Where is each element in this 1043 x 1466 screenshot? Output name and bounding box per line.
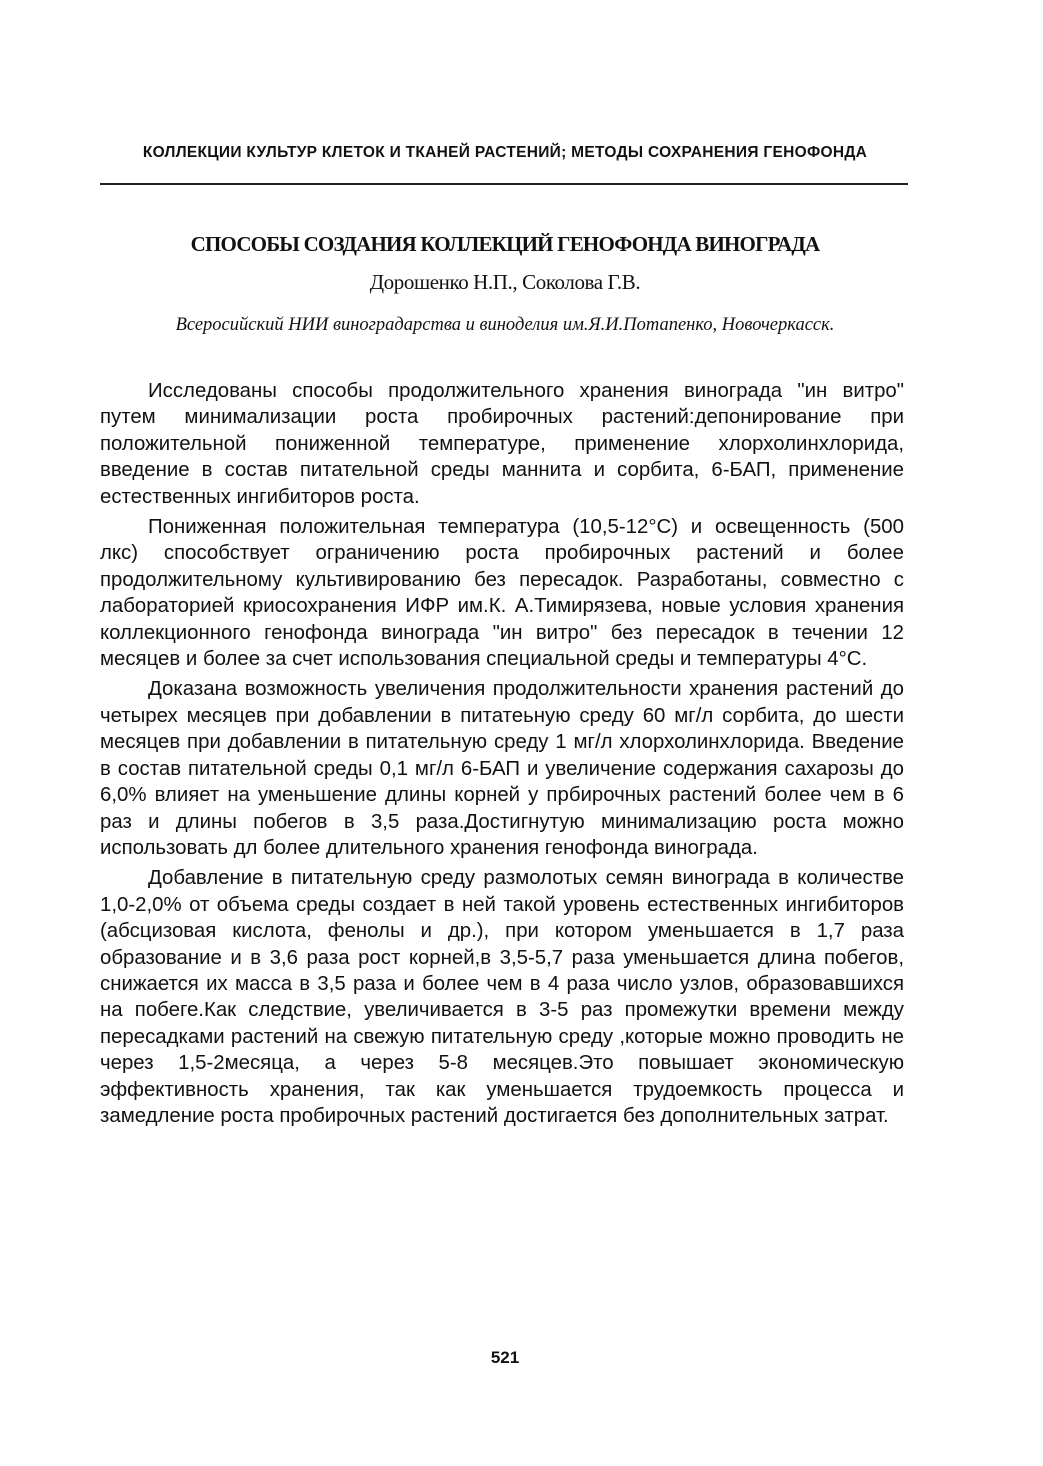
body-paragraph: Доказана возможность увеличения продолжительности хранения растений до четырех месяцев при добавлении в питатеьную среду 60 мг/л сорбита, до шести месяцев при добавлении в питательную среду 1 мг/л хлорхолинхлорида. Введение в состав питательной среды 0,1 мг/л 6-БАП и увеличение содержания сахарозы до 6,0% влияет на уменьшение длины корней у прбирочных растений более чем в 6 раз и длины побегов в 3,5 раза.Достигнутую минимализацию роста можно использовать дл более длительного хранения генофонда винограда. <box>100 678 904 859</box>
body-paragraph: Добавление в питательную среду размолотых семян винограда в количестве 1,0-2,0% от объема среды создает в ней такой уровень естественных ингибиторов (абсцизовая кислота, фенолы и др.), при котором уменьшается в 1,7 раза образование и в 3,6 раза рост корней,в 3,5-5,7 раза уменьшается длина побегов, снижается их масса в 3,5 раза и более чем в 4 раза число узлов, образовавшихся на побеге.Как следствие, увеличивается в 3-5 раз промежутки времени между пересадками растений на свежую питательную среду ,которые можно проводить не через 1,5-2месяца, а через 5-8 месяцев.Это повышает экономическую эффективность хранения, так как уменьшается трудоемкость процесса и замедление роста пробирочных растений достигается без дополнительных затрат. <box>100 867 904 1127</box>
article-authors: Дорошенко Н.П., Соколова Г.В. <box>369 270 641 294</box>
running-header: КОЛЛЕКЦИИ КУЛЬТУР КЛЕТОК И ТКАНЕЙ РАСТЕНИЙ; МЕТОДЫ СОХРАНЕНИЯ ГЕНОФОНДА <box>142 144 868 161</box>
article-body <box>100 378 904 1133</box>
header-rule <box>100 183 908 185</box>
article-affiliation: Всеросийский НИИ виноградарства и виноделия им.Я.И.Потапенко, Новочеркасск. <box>175 315 835 335</box>
page-number: 521 <box>490 1348 520 1367</box>
body-paragraph: Пониженная положительная температура (10,5-12°С) и освещенность (500 лкс) способствует ограничению роста пробирочных растений и более продолжительному культивированию без пересадок. Разработаны, совместно с лабораторией криосохранения ИФР им.К. А.Тимирязева, новые условия хранения коллекционного генофонда винограда "ин витро" без пересадок в течении 12 месяцев и более за счет использования специальной среды и температуры 4°С. <box>100 516 904 671</box>
body-paragraph: Исследованы способы продолжительного хранения винограда "ин витро" путем минимализации роста пробирочных растений:депонирование при положительной пониженной температуре, применение хлорхолинхлорида, введение в состав питательной среды маннита и сорбита, 6-БАП, применение естественных ингибиторов роста. <box>100 380 904 508</box>
article-title: СПОСОБЫ СОЗДАНИЯ КОЛЛЕКЦИЙ ГЕНОФОНДА ВИНОГРАДА <box>190 232 820 256</box>
